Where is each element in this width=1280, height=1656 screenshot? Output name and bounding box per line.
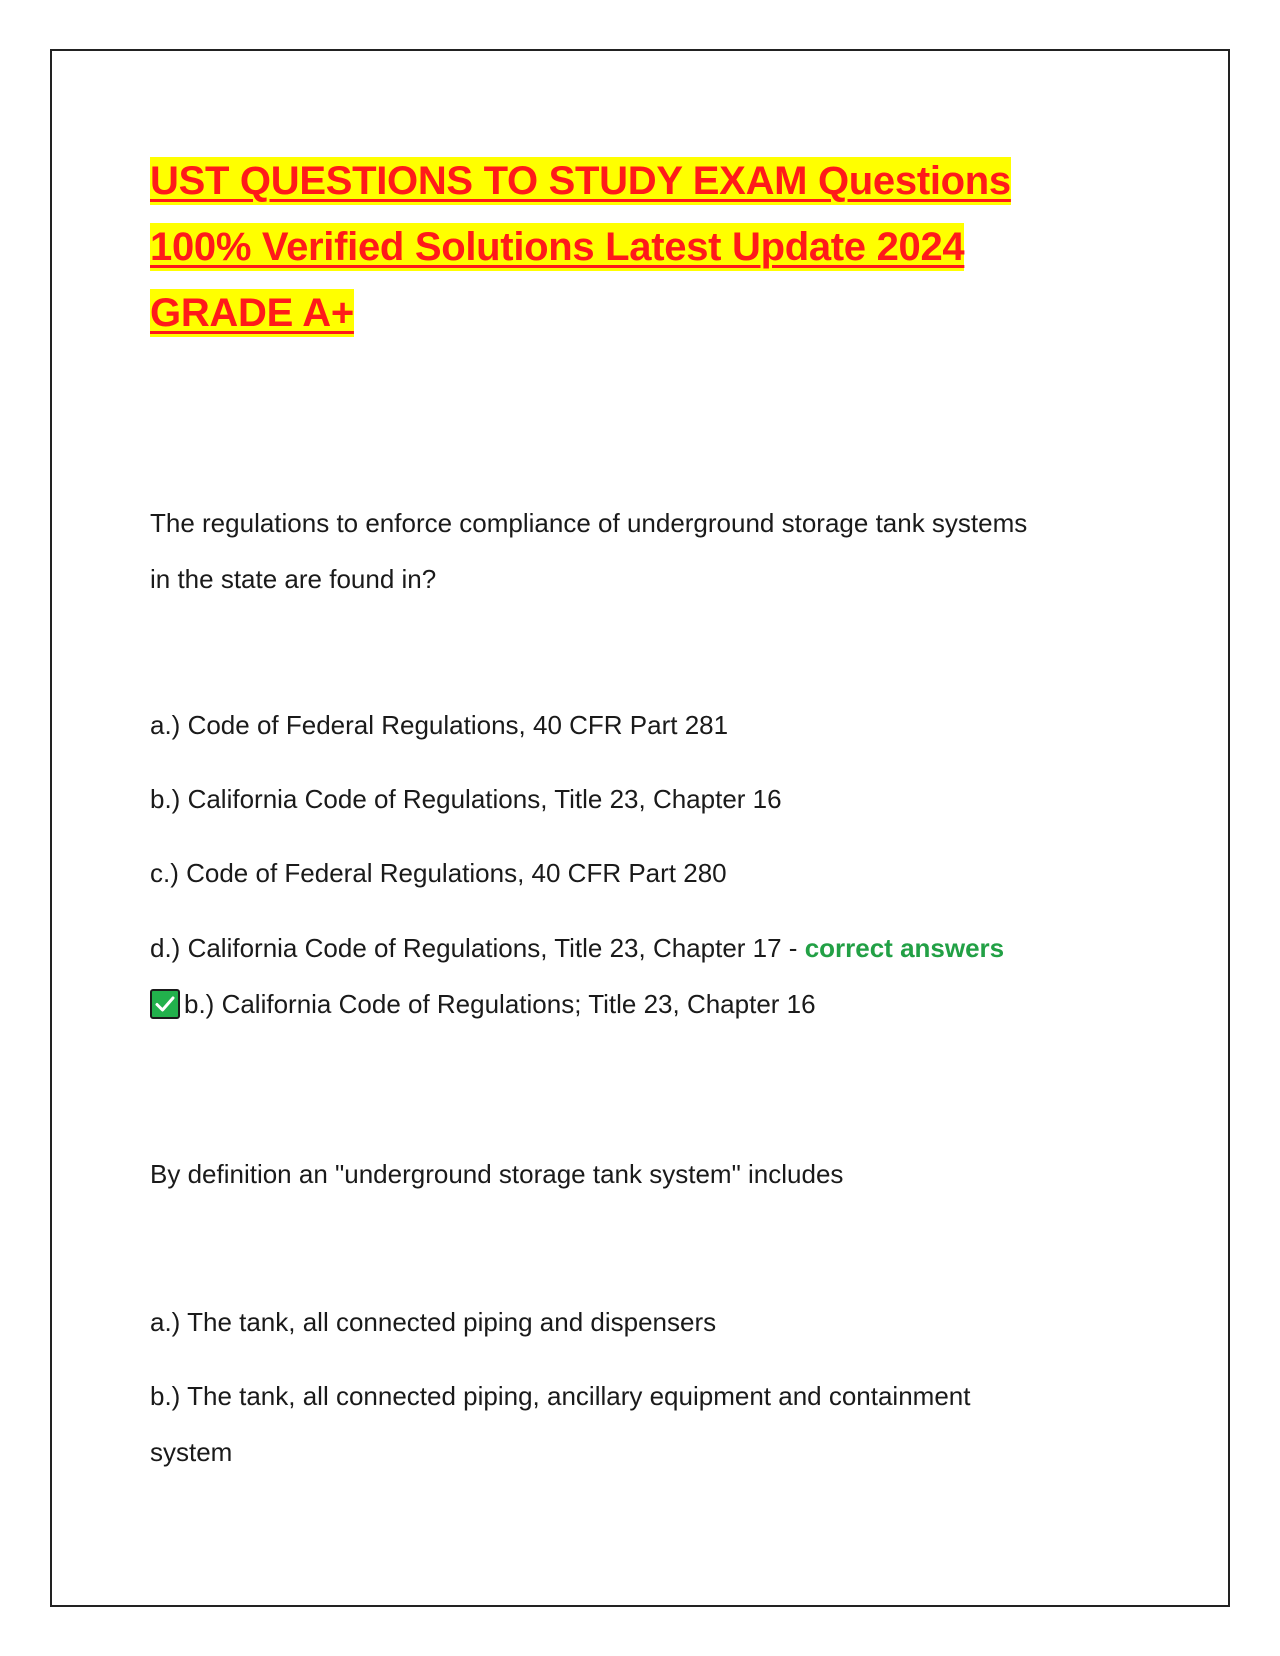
question-1-option-a: a.) Code of Federal Regulations, 40 CFR Part 281 (150, 710, 729, 740)
title-line-3: GRADE A+ (150, 291, 354, 335)
question-1-prompt-line-1: The regulations to enforce compliance of underground storage tank systems (150, 508, 1028, 538)
question-1-option-d: d.) California Code of Regulations, Title 23, Chapter 17 - (150, 933, 805, 963)
correct-answers-label: correct answers (804, 933, 1005, 963)
question-2-option-b-line-2: system (150, 1437, 233, 1467)
question-1-prompt-line-2: in the state are found in? (150, 564, 437, 594)
question-1-option-d-with-answer (150, 920, 1150, 1032)
question-2-option-b-line-1: b.) The tank, all connected piping, ancillary equipment and containment (150, 1381, 971, 1411)
question-2-prompt: By definition an "underground storage tank system" includes (150, 1159, 844, 1189)
document-title (150, 148, 1150, 346)
question-2-option-b (150, 1368, 1150, 1480)
title-line-2: 100% Verified Solutions Latest Update 2024 (150, 225, 965, 269)
question-1-option-b: b.) California Code of Regulations, Title 23, Chapter 16 (150, 784, 782, 814)
question-1-answer: b.) California Code of Regulations; Title 23, Chapter 16 (184, 989, 816, 1019)
title-line-1: UST QUESTIONS TO STUDY EXAM Questions (150, 159, 1011, 203)
question-1-prompt (150, 495, 1150, 607)
question-1-option-c: c.) Code of Federal Regulations, 40 CFR Part 280 (150, 858, 727, 888)
question-2-option-a: a.) The tank, all connected piping and dispensers (150, 1307, 717, 1337)
document-header (150, 148, 1150, 346)
check-mark-icon (150, 989, 180, 1019)
